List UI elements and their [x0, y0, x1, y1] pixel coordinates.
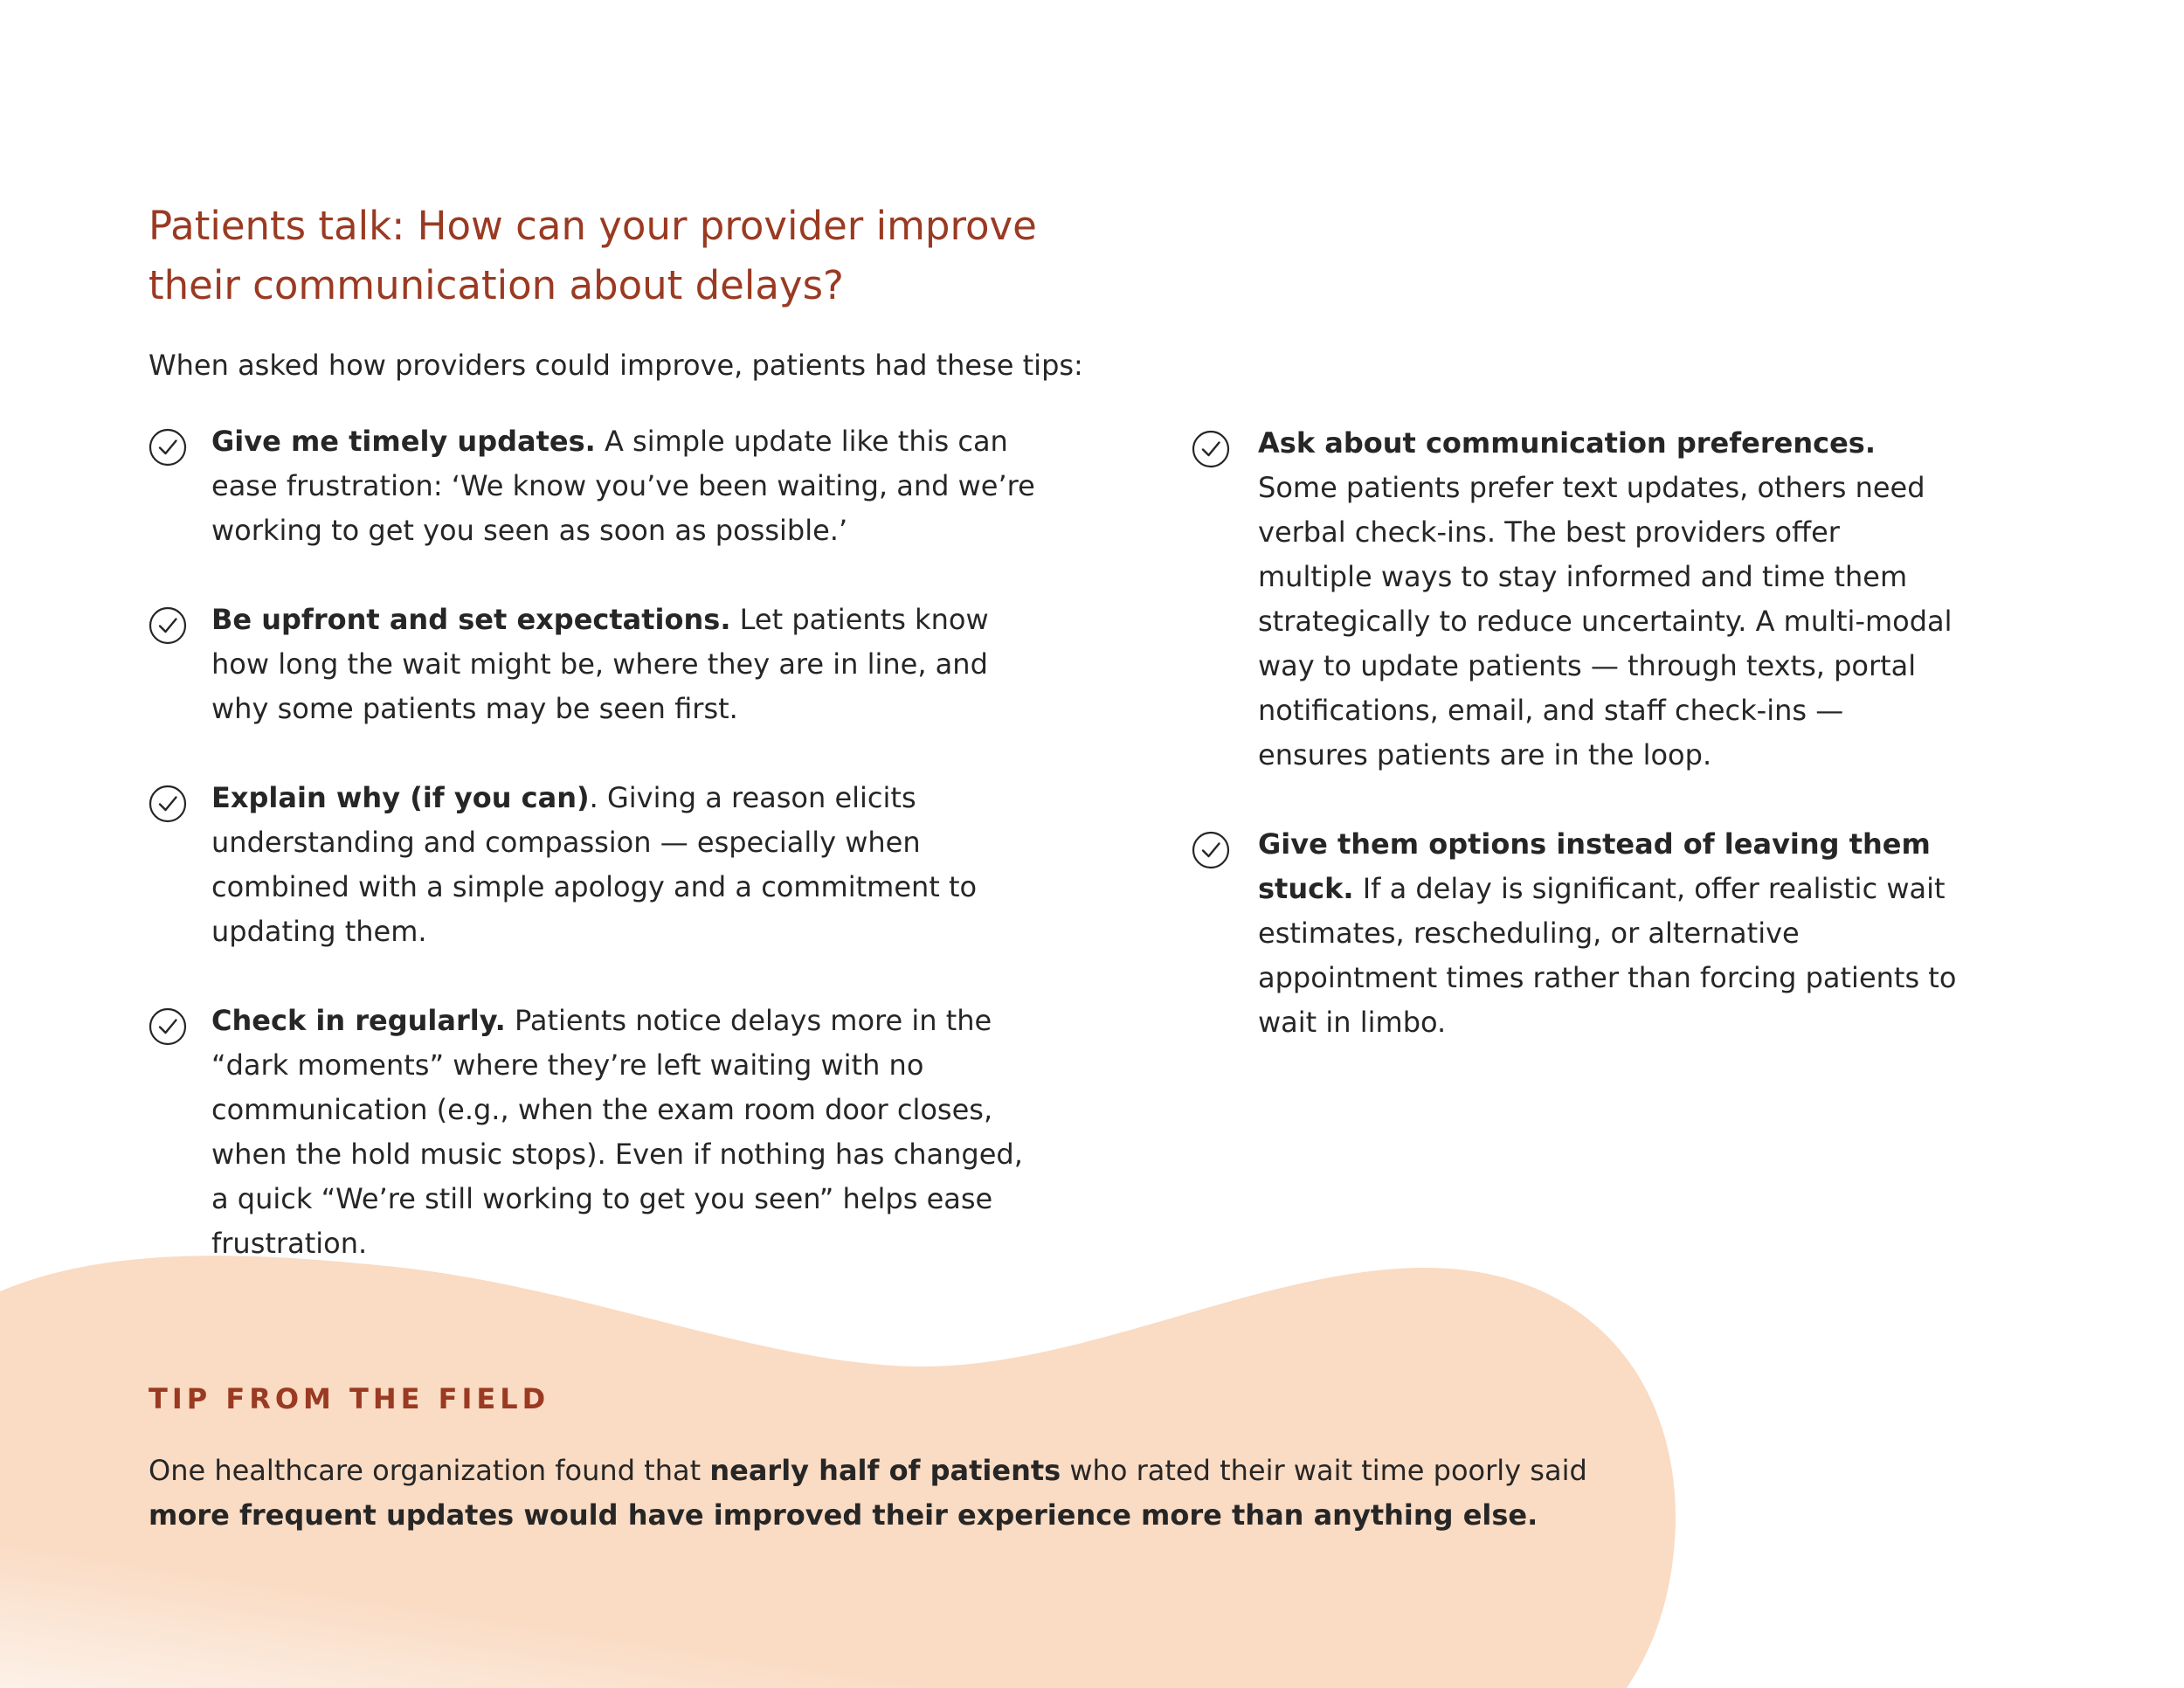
tip-item — [1192, 822, 1960, 1045]
intro-text: When asked how providers could improve, patients had these tips: — [149, 349, 1083, 382]
tip-body: Patients notice delays more in the “dark moments” where they’re left waiting with no communication (e.g., when the exam room door closes, when the hold music stops). Even if nothing has changed, a quick “We’re still working to get you seen” helps ease frustration. — [211, 1004, 1023, 1260]
tip-heading: Give them options instead of leaving them stuck. — [1258, 827, 1931, 905]
tip-heading: Explain why (if you can) — [211, 781, 590, 814]
check-circle-icon — [149, 785, 187, 823]
tip-body: . Giving a reason elicits understanding and compassion — especially when combined with a simple apology and a commitment to updating them. — [211, 781, 978, 948]
tip-item — [149, 598, 1040, 731]
tip-item — [149, 419, 1040, 553]
tip-body: If a delay is significant, offer realistic wait estimates, rescheduling, or alternative appointment times rather than forcing patients to wait in limbo. — [1258, 872, 1957, 1039]
check-circle-icon — [149, 1007, 187, 1046]
tip-item — [149, 999, 1040, 1266]
field-text-part: One healthcare organization found that — [149, 1454, 710, 1487]
field-text-emphasis: nearly half of patients — [709, 1454, 1061, 1487]
tip-body: Some patients prefer text updates, others need verbal check-ins. The best providers offer multiple ways to stay informed and time them strategically to reduce uncertainty. A multi-modal way to update patients — through texts, portal notifications, email, and staff check-ins — ensures patients are in the loop. — [1258, 471, 1952, 771]
check-circle-icon — [1192, 430, 1230, 468]
check-circle-icon — [149, 606, 187, 645]
tip-body: Let patients know how long the wait might be, where they are in line, and why some patients may be seen first. — [211, 603, 989, 725]
tip-heading: Be upfront and set expectations. — [211, 603, 731, 636]
field-text-emphasis: more frequent updates would have improved their experience more than anything else. — [149, 1498, 1538, 1532]
tip-body: A simple update like this can ease frustration: ‘We know you’ve been waiting, and we’re working to get you seen as soon as possible.’ — [211, 425, 1035, 547]
check-circle-icon — [1192, 831, 1230, 869]
check-circle-icon — [149, 428, 187, 467]
tip-heading: Ask about communication preferences. — [1258, 426, 1876, 460]
page-title: Patients talk: How can your provider improve their communication about delays? — [149, 203, 1037, 308]
tip-heading: Check in regularly. — [211, 1004, 506, 1037]
tip-item — [149, 776, 1040, 954]
tip-from-field-text — [149, 1449, 1616, 1538]
tip-heading: Give me timely updates. — [211, 425, 596, 458]
field-text-part: who rated their wait time poorly said — [1061, 1454, 1587, 1487]
tips-column-left — [149, 419, 1040, 1311]
tip-item — [1192, 421, 1960, 778]
tip-from-field-label: TIP FROM THE FIELD — [149, 1382, 550, 1415]
tips-column-right — [1192, 421, 1960, 1090]
